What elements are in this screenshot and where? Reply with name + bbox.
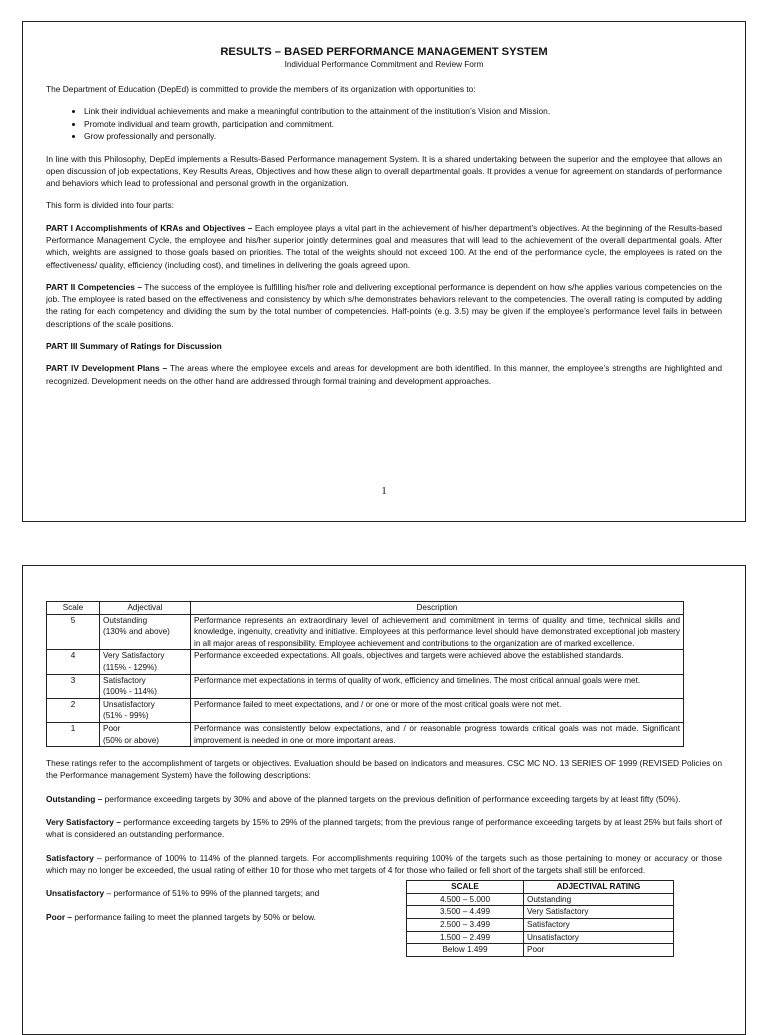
divided-paragraph: This form is divided into four parts: [46,200,175,211]
adjectival-range: (100% - 114%) [103,687,158,697]
table-header-row [47,602,684,615]
cell-adjectival [100,722,191,746]
document-subtitle: Individual Performance Commitment and Review Form [284,60,484,69]
satisfactory-heading: Satisfactory [46,852,94,863]
part2-paragraph [46,281,722,330]
cell-adjectival [100,614,191,650]
part2-text: The success of the employee is fulfilling his/her role and delivering exceptional performance is dependent on how s/he applies various competencies on the job. The employee is rated based on the effectiveness and consistency by which s/he demonstrates behaviors relevant to the competencies. The overall rating is computed by adding the rating for each competency and dividing the sum by the total number of competencies. Half-points (e.g. 3.5) may be given if the employee’s performance level fails in between descriptions of the scale positions. [46,281,723,329]
cell-rating: Very Satisfactory [524,906,674,919]
column-header-scale: Scale [47,602,100,615]
table-row [407,906,674,919]
unsatisfactory-text: – performance of 51% to 99% of the planned targets; and [104,888,320,899]
list-item: • Grow professionally and personally. [84,130,722,142]
table-header-row [407,881,674,894]
cell-scale: 1 [47,722,100,746]
ratings-section [46,882,722,955]
satisfactory-paragraph [46,852,722,877]
ratings-intro-paragraph: These ratings refer to the accomplishment of targets or objectives. Evaluation should be based on indicators and measures. CSC MC NO. 13 SERIES OF 1999 (REVISED Policies on the Performance management System) have the following descriptions: [46,758,722,781]
very-satisfactory-paragraph [46,816,722,841]
table-row [47,614,684,650]
cell-scale-range: 3.500 – 4.499 [407,906,524,919]
part2-heading: PART II Competencies – [46,281,143,292]
cell-scale-range: 2.500 – 3.499 [407,918,524,931]
adjectival-range: (115% - 129%) [103,662,158,672]
adjectival-label: Poor [103,723,121,733]
column-header-adjectival-rating: ADJECTIVAL RATING [524,881,674,894]
cell-adjectival [100,698,191,722]
cell-scale-range: 4.500 – 5.000 [407,893,524,906]
adjectival-label: Unsatisfactory [103,699,155,709]
cell-scale: 5 [47,614,100,650]
very-satisfactory-heading: Very Satisfactory – [46,817,121,828]
part4-text: The areas where the employee excels and areas for development are both identified. In this manner, the employee’s strengths are highlighted and recognized. Development needs on the other hand are addressed through formal training and development approaches. [46,363,722,386]
cell-adjectival [100,650,191,674]
cell-description: Performance exceeded expectations. All goals, objectives and targets were achieved above the established standards. [191,650,684,674]
philosophy-paragraph: In line with this Philosophy, DepEd implements a Results-Based Performance management System. It is a shared undertaking between the superior and the employee that allows an open discussion of job expectations, Key Results Areas, Objectives and how these align to overall departmental goals. It provides a venue for agreement on standards of performance and behaviors which lead to professional and personal growth in the organization. [46,153,722,189]
part3-heading: PART III Summary of Ratings for Discussion [46,341,222,352]
poor-text: performance failing to meet the planned targets by 50% or below. [72,911,317,922]
adjectival-range: (130% and above) [103,627,170,637]
cell-rating: Poor [524,944,674,957]
cell-scale: 3 [47,674,100,698]
table-row [407,893,674,906]
part1-paragraph [46,222,722,271]
table-row [407,931,674,944]
document-page-1 [22,21,746,522]
list-item: • Promote individual and team growth, participation and commitment. [84,118,722,130]
adjectival-label: Outstanding [103,615,148,625]
document-title: RESULTS – BASED PERFORMANCE MANAGEMENT SYSTEM [220,46,548,58]
cell-description: Performance represents an extraordinary level of achievement and commitment in terms of quality and time, technical skills and knowledge, ingenuity, creativity and initiative. Employees at this performance level should have demonstrated exceptional job mastery in all major areas of responsibility. Employee achievement and contributions to the organization are of marked excellence. [191,614,684,650]
adjectival-rating-table [406,880,674,957]
scale-description-table [46,601,684,747]
very-satisfactory-text: performance exceeding targets by 15% to 29% of the planned targets; from the previous range of performance exceeding targets by at least 25% but fails short of what is considered an outstanding performance. [46,817,723,840]
part1-heading: PART I Accomplishments of KRAs and Objectives – [46,222,253,233]
outstanding-text: performance exceeding targets by 30% and above of the planned targets on the previous definition of performance exceeding targets by at least fifty (50%). [102,793,681,804]
unsatisfactory-heading: Unsatisfactory [46,888,105,899]
adjectival-range: (50% or above) [103,735,159,745]
outstanding-heading: Outstanding – [46,793,103,804]
table-row [47,650,684,674]
adjectival-label: Very Satisfactory [103,651,165,661]
cell-rating: Outstanding [524,893,674,906]
cell-scale-range: 1.500 – 2.499 [407,931,524,944]
document-page-2 [22,565,746,1035]
cell-description: Performance failed to meet expectations, and / or one or more of the most critical goals were not met. [191,698,684,722]
adjectival-label: Satisfactory [103,675,146,685]
cell-rating: Unsatisfactory [524,931,674,944]
part4-paragraph [46,362,722,387]
table-row [407,918,674,931]
cell-rating: Satisfactory [524,918,674,931]
page-number: 1 [381,485,387,497]
cell-scale-range: Below 1.499 [407,944,524,957]
adjectival-range: (51% - 99%) [103,711,149,721]
cell-description: Performance met expectations in terms of quality of work, efficiency and timelines. The most critical annual goals were met. [191,674,684,698]
poor-heading: Poor – [46,911,73,922]
cell-description: Performance was consistently below expectations, and / or reasonable progress towards critical goals was not made. Significant improvement is needed in one or more important areas. [191,722,684,746]
opportunity-list [46,105,722,142]
table-row [407,944,674,957]
column-header-description: Description [191,602,684,615]
table-row [47,722,684,746]
table-row [47,698,684,722]
column-header-scale: SCALE [407,881,524,894]
cell-scale: 4 [47,650,100,674]
part1-text: Each employee plays a vital part in the achievement of his/her department’s objectives. At the beginning of the Results-based Performance Management Cycle, the employee and his/her superior jointly determines goal and measures that will lead to the achievement of the overall departmental goals. After which, weights are assigned to those goals based on priorities. The total of the weights should not exceed 100. At the end of the performance cycle, the employees is rated on the effectiveness/ quality, efficiency (including cost), and timelines in delivering the goals agreed upon. [46,222,723,270]
part4-heading: PART IV Development Plans – [46,363,168,374]
intro-paragraph: The Department of Education (DepEd) is committed to provide the members of its organization with opportunities to: [46,84,476,94]
list-item: • Link their individual achievements and make a meaningful contribution to the attainment of the institution’s Vision and Mission. [84,105,722,117]
cell-scale: 2 [47,698,100,722]
outstanding-paragraph [46,793,722,805]
cell-adjectival [100,674,191,698]
column-header-adjectival: Adjectival [100,602,191,615]
satisfactory-text: – performance of 100% to 114% of the planned targets. For accomplishments requiring 100% of the targets such as those pertaining to money or accuracy or those which may no longer be exceeded, the usual rating of either 10 for those who met targets of 4 for those who failed or fell short of the targets shall still be enforced. [46,852,722,875]
table-row [47,674,684,698]
